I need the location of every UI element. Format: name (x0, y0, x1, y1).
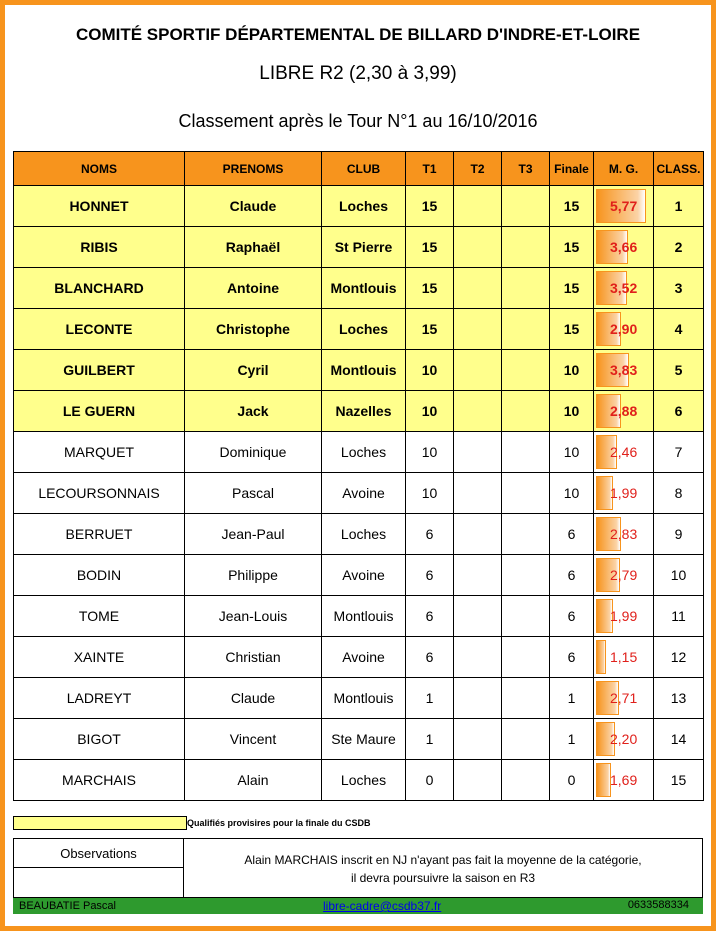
cell-nom: BLANCHARD (14, 268, 185, 309)
cell-mg (594, 760, 654, 801)
cell-t2 (454, 678, 502, 719)
cell-club: Nazelles (322, 391, 406, 432)
cell-class: 8 (654, 473, 704, 514)
mg-value: 1,99 (610, 608, 638, 624)
table-row (14, 596, 704, 637)
cell-class: 5 (654, 350, 704, 391)
cell-t1: 15 (406, 309, 454, 350)
mg-value: 2,20 (610, 731, 638, 747)
cell-t2 (454, 514, 502, 555)
cell-t1: 15 (406, 186, 454, 227)
mg-value: 1,99 (610, 485, 638, 501)
cell-mg (594, 719, 654, 760)
cell-class: 10 (654, 555, 704, 596)
cell-mg (594, 391, 654, 432)
cell-t3 (502, 268, 550, 309)
cell-club: Loches (322, 760, 406, 801)
cell-t1: 0 (406, 760, 454, 801)
cell-t1: 1 (406, 719, 454, 760)
cell-club: Avoine (322, 555, 406, 596)
cell-club: Montlouis (322, 596, 406, 637)
mg-value: 2,71 (610, 690, 638, 706)
cell-finale: 6 (550, 555, 594, 596)
cell-finale: 1 (550, 678, 594, 719)
col-header-club: CLUB (322, 152, 406, 186)
cell-mg (594, 514, 654, 555)
committee-title: COMITÉ SPORTIF DÉPARTEMENTAL DE BILLARD D'INDRE-ET-LOIRE (75, 25, 641, 44)
cell-t3 (502, 514, 550, 555)
cell-club: Ste Maure (322, 719, 406, 760)
observations-line-1: Alain MARCHAIS inscrit en NJ n'ayant pas fait la moyenne de la catégorie, (244, 853, 642, 867)
mg-value: 2,88 (610, 403, 638, 419)
cell-t2 (454, 432, 502, 473)
cell-prenom: Christian (185, 637, 322, 678)
cell-finale: 15 (550, 268, 594, 309)
mg-value: 2,83 (610, 526, 638, 542)
qualified-legend-swatch (13, 816, 187, 830)
table-row (14, 514, 704, 555)
cell-prenom: Antoine (185, 268, 322, 309)
cell-class: 14 (654, 719, 704, 760)
observations-text (184, 851, 702, 887)
cell-nom: MARCHAIS (14, 760, 185, 801)
cell-nom: XAINTE (14, 637, 185, 678)
cell-prenom: Vincent (185, 719, 322, 760)
cell-club: Avoine (322, 473, 406, 514)
cell-t3 (502, 678, 550, 719)
category-subtitle: LIBRE R2 (2,30 à 3,99) (259, 63, 457, 84)
cell-finale: 6 (550, 637, 594, 678)
col-header-t3: T3 (502, 152, 550, 186)
table-row (14, 555, 704, 596)
table-row (14, 227, 704, 268)
cell-club: St Pierre (322, 227, 406, 268)
cell-t3 (502, 473, 550, 514)
table-row (14, 350, 704, 391)
cell-t2 (454, 473, 502, 514)
table-row (14, 432, 704, 473)
cell-t1: 10 (406, 473, 454, 514)
cell-mg (594, 678, 654, 719)
cell-t3 (502, 350, 550, 391)
ranking-table (13, 151, 704, 801)
cell-t3 (502, 596, 550, 637)
cell-class: 1 (654, 186, 704, 227)
cell-t3 (502, 227, 550, 268)
cell-nom: LECOURSONNAIS (14, 473, 185, 514)
table-row (14, 719, 704, 760)
cell-mg (594, 309, 654, 350)
cell-nom: LECONTE (14, 309, 185, 350)
table-row (14, 391, 704, 432)
cell-t2 (454, 350, 502, 391)
cell-mg (594, 186, 654, 227)
cell-t3 (502, 555, 550, 596)
cell-club: Loches (322, 514, 406, 555)
col-header-t2: T2 (454, 152, 502, 186)
mg-value: 2,90 (610, 321, 638, 337)
col-header-class: CLASS. (654, 152, 704, 186)
cell-finale: 10 (550, 391, 594, 432)
cell-prenom: Philippe (185, 555, 322, 596)
cell-club: Avoine (322, 637, 406, 678)
cell-t1: 10 (406, 350, 454, 391)
footer-author-name: BEAUBATIE Pascal (19, 900, 116, 912)
cell-prenom: Cyril (185, 350, 322, 391)
cell-t1: 1 (406, 678, 454, 719)
table-row (14, 678, 704, 719)
mg-value: 5,77 (610, 198, 638, 214)
cell-t3 (502, 760, 550, 801)
cell-t3 (502, 186, 550, 227)
cell-t3 (502, 391, 550, 432)
ranking-table-body (14, 186, 704, 801)
cell-t1: 15 (406, 268, 454, 309)
cell-t3 (502, 432, 550, 473)
ranking-sheet (5, 5, 711, 926)
cell-t2 (454, 760, 502, 801)
table-row (14, 473, 704, 514)
cell-finale: 15 (550, 227, 594, 268)
col-header-noms: NOMS (14, 152, 185, 186)
mg-data-bar (596, 640, 606, 674)
cell-nom: HONNET (14, 186, 185, 227)
cell-mg (594, 268, 654, 309)
cell-class: 3 (654, 268, 704, 309)
cell-mg (594, 350, 654, 391)
cell-nom: BODIN (14, 555, 185, 596)
cell-class: 4 (654, 309, 704, 350)
cell-t1: 6 (406, 555, 454, 596)
cell-t3 (502, 309, 550, 350)
observations-box (13, 838, 703, 898)
cell-t2 (454, 719, 502, 760)
cell-t3 (502, 637, 550, 678)
mg-value: 3,52 (610, 280, 638, 296)
cell-class: 12 (654, 637, 704, 678)
cell-t2 (454, 309, 502, 350)
mg-value: 2,79 (610, 567, 638, 583)
cell-t1: 10 (406, 391, 454, 432)
cell-class: 9 (654, 514, 704, 555)
cell-t2 (454, 555, 502, 596)
cell-nom: GUILBERT (14, 350, 185, 391)
cell-class: 13 (654, 678, 704, 719)
cell-prenom: Jean-Paul (185, 514, 322, 555)
col-header-finale: Finale (550, 152, 594, 186)
cell-finale: 15 (550, 186, 594, 227)
cell-t3 (502, 719, 550, 760)
cell-t2 (454, 268, 502, 309)
cell-club: Montlouis (322, 268, 406, 309)
cell-finale: 15 (550, 309, 594, 350)
cell-club: Loches (322, 432, 406, 473)
cell-t1: 6 (406, 596, 454, 637)
table-row (14, 309, 704, 350)
cell-finale: 10 (550, 350, 594, 391)
cell-t2 (454, 596, 502, 637)
table-row (14, 637, 704, 678)
cell-class: 2 (654, 227, 704, 268)
footer-phone-number: 0633588334 (627, 899, 689, 911)
cell-club: Montlouis (322, 350, 406, 391)
table-header-row (14, 152, 704, 186)
footer-bar (13, 898, 703, 914)
cell-mg (594, 596, 654, 637)
cell-class: 15 (654, 760, 704, 801)
col-header-mg: M. G. (594, 152, 654, 186)
mg-value: 1,15 (610, 649, 638, 665)
cell-t2 (454, 637, 502, 678)
mg-data-bar (596, 763, 611, 797)
cell-t1: 6 (406, 514, 454, 555)
cell-mg (594, 432, 654, 473)
col-header-t1: T1 (406, 152, 454, 186)
cell-t1: 10 (406, 432, 454, 473)
table-row (14, 760, 704, 801)
mg-value: 2,46 (610, 444, 638, 460)
cell-prenom: Pascal (185, 473, 322, 514)
cell-t2 (454, 186, 502, 227)
cell-class: 6 (654, 391, 704, 432)
cell-mg (594, 555, 654, 596)
mg-value: 3,83 (610, 362, 638, 378)
cell-nom: TOME (14, 596, 185, 637)
ranking-date-label: Classement après le Tour N°1 au 16/10/2016 (178, 111, 538, 131)
cell-nom: BIGOT (14, 719, 185, 760)
cell-prenom: Dominique (185, 432, 322, 473)
table-row (14, 268, 704, 309)
cell-finale: 6 (550, 514, 594, 555)
cell-nom: LE GUERN (14, 391, 185, 432)
footer-email-link[interactable]: libre-cadre@csdb37.fr (323, 899, 442, 913)
cell-prenom: Claude (185, 678, 322, 719)
cell-finale: 0 (550, 760, 594, 801)
cell-class: 7 (654, 432, 704, 473)
observations-label: Observations (14, 839, 184, 868)
cell-nom: LADREYT (14, 678, 185, 719)
cell-t2 (454, 227, 502, 268)
observations-label-spacer (14, 868, 184, 897)
cell-nom: RIBIS (14, 227, 185, 268)
cell-prenom: Jack (185, 391, 322, 432)
cell-prenom: Claude (185, 186, 322, 227)
cell-prenom: Alain (185, 760, 322, 801)
cell-mg (594, 473, 654, 514)
cell-t1: 6 (406, 637, 454, 678)
cell-finale: 10 (550, 432, 594, 473)
cell-prenom: Jean-Louis (185, 596, 322, 637)
observations-line-2: il devra poursuivre la saison en R3 (350, 871, 536, 885)
cell-t2 (454, 391, 502, 432)
mg-value: 3,66 (610, 239, 638, 255)
cell-class: 11 (654, 596, 704, 637)
cell-finale: 10 (550, 473, 594, 514)
cell-mg (594, 227, 654, 268)
cell-finale: 6 (550, 596, 594, 637)
cell-club: Montlouis (322, 678, 406, 719)
cell-prenom: Christophe (185, 309, 322, 350)
cell-nom: MARQUET (14, 432, 185, 473)
cell-prenom: Raphaël (185, 227, 322, 268)
col-header-prenoms: PRENOMS (185, 152, 322, 186)
cell-mg (594, 637, 654, 678)
cell-t1: 15 (406, 227, 454, 268)
qualified-legend-label: Qualifiés provisires pour la finale du CSDB (187, 818, 371, 828)
cell-nom: BERRUET (14, 514, 185, 555)
cell-club: Loches (322, 309, 406, 350)
cell-club: Loches (322, 186, 406, 227)
mg-value: 1,69 (610, 772, 638, 788)
table-row (14, 186, 704, 227)
cell-finale: 1 (550, 719, 594, 760)
